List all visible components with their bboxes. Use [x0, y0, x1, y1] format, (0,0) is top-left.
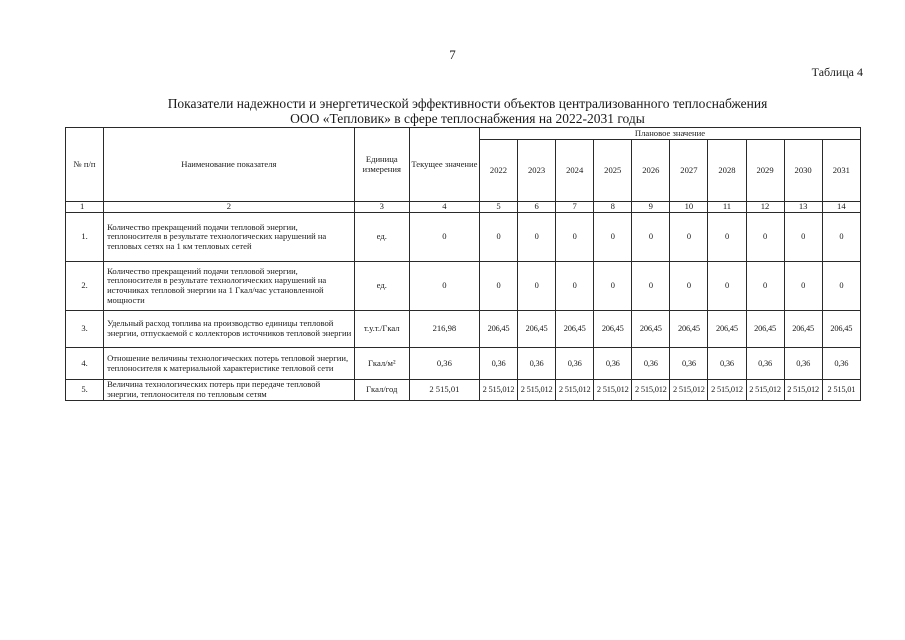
header-name: Наименование показателя — [104, 128, 355, 202]
planned-value: 0,36 — [670, 348, 708, 380]
planned-value: 0 — [784, 213, 822, 262]
planned-value: 0 — [746, 213, 784, 262]
table-label: Таблица 4 — [811, 65, 863, 79]
planned-value: 0 — [518, 213, 556, 262]
planned-value: 206,45 — [556, 311, 594, 348]
row-number: 2. — [66, 262, 104, 311]
header-year: 2025 — [594, 140, 632, 202]
planned-value: 0 — [670, 262, 708, 311]
title-line-2: ООО «Тепловик» в сфере теплоснабжения на 2022-2031 годы — [290, 111, 645, 126]
planned-value: 0 — [670, 213, 708, 262]
planned-value: 0,36 — [594, 348, 632, 380]
planned-value: 0 — [556, 262, 594, 311]
planned-value: 206,45 — [822, 311, 860, 348]
unit-cell: т.у.т./Гкал — [354, 311, 409, 348]
header-year: 2023 — [518, 140, 556, 202]
column-index: 13 — [784, 202, 822, 213]
row-number: 3. — [66, 311, 104, 348]
indicators-table — [65, 127, 861, 401]
header-year: 2024 — [556, 140, 594, 202]
planned-value: 0 — [632, 213, 670, 262]
document-title — [60, 96, 875, 126]
table-row — [66, 262, 861, 311]
page-number: 7 — [449, 47, 456, 62]
column-index: 14 — [822, 202, 860, 213]
planned-value: 0 — [479, 262, 517, 311]
planned-value: 2 515,012 — [518, 380, 556, 401]
planned-value: 0,36 — [556, 348, 594, 380]
header-year: 2022 — [479, 140, 517, 202]
header-year: 2026 — [632, 140, 670, 202]
planned-value: 206,45 — [594, 311, 632, 348]
indicator-name: Отношение величины технологических потерь тепловой энергии, теплоносителя к материальной характеристике тепловой сети — [104, 348, 355, 380]
planned-value: 0,36 — [708, 348, 746, 380]
indicator-name: Удельный расход топлива на производство единицы тепловой энергии, отпускаемой с коллекторов источников тепловой энергии — [104, 311, 355, 348]
planned-value: 0 — [632, 262, 670, 311]
planned-value: 0 — [479, 213, 517, 262]
planned-value: 206,45 — [784, 311, 822, 348]
planned-value: 0,36 — [746, 348, 784, 380]
current-value: 216,98 — [409, 311, 479, 348]
planned-value: 0 — [594, 262, 632, 311]
header-current: Текущее значение — [409, 128, 479, 202]
header-row-planned — [66, 128, 861, 140]
column-index: 4 — [409, 202, 479, 213]
current-value: 2 515,01 — [409, 380, 479, 401]
planned-value: 2 515,012 — [594, 380, 632, 401]
indicator-name: Величина технологических потерь при передаче тепловой энергии, теплоносителя по тепловым сетям — [104, 380, 355, 401]
planned-value: 0,36 — [479, 348, 517, 380]
planned-value: 206,45 — [518, 311, 556, 348]
planned-value: 2 515,012 — [746, 380, 784, 401]
column-index: 11 — [708, 202, 746, 213]
column-index: 5 — [479, 202, 517, 213]
column-index: 2 — [104, 202, 355, 213]
current-value: 0 — [409, 213, 479, 262]
table-row — [66, 213, 861, 262]
planned-value: 2 515,012 — [632, 380, 670, 401]
planned-value: 2 515,012 — [670, 380, 708, 401]
row-number: 5. — [66, 380, 104, 401]
header-planned: Плановое значение — [479, 128, 860, 140]
indicator-name: Количество прекращений подачи тепловой энергии, теплоносителя в результате технологических нарушений на тепловых сетях на 1 км тепловых сетей — [104, 213, 355, 262]
current-value: 0 — [409, 262, 479, 311]
planned-value: 2 515,012 — [556, 380, 594, 401]
planned-value: 0,36 — [822, 348, 860, 380]
column-index: 1 — [66, 202, 104, 213]
planned-value: 0,36 — [518, 348, 556, 380]
title-line-1: Показатели надежности и энергетической эффективности объектов централизованного теплоснабжения — [167, 96, 768, 111]
planned-value: 0 — [708, 262, 746, 311]
header-year: 2028 — [708, 140, 746, 202]
header-year: 2027 — [670, 140, 708, 202]
planned-value: 0 — [556, 213, 594, 262]
planned-value: 0 — [594, 213, 632, 262]
current-value: 0,36 — [409, 348, 479, 380]
column-index-row — [66, 202, 861, 213]
header-unit: Единица измерения — [354, 128, 409, 202]
planned-value: 206,45 — [708, 311, 746, 348]
planned-value: 0 — [822, 213, 860, 262]
column-index: 10 — [670, 202, 708, 213]
planned-value: 0 — [784, 262, 822, 311]
header-num: № п/п — [66, 128, 104, 202]
header-year: 2031 — [822, 140, 860, 202]
header-year: 2029 — [746, 140, 784, 202]
planned-value: 0,36 — [784, 348, 822, 380]
planned-value: 0 — [822, 262, 860, 311]
planned-value: 0 — [518, 262, 556, 311]
row-number: 1. — [66, 213, 104, 262]
planned-value: 2 515,01 — [822, 380, 860, 401]
table-row — [66, 348, 861, 380]
column-index: 7 — [556, 202, 594, 213]
planned-value: 2 515,012 — [479, 380, 517, 401]
planned-value: 0 — [708, 213, 746, 262]
column-index: 8 — [594, 202, 632, 213]
indicator-name: Количество прекращений подачи тепловой энергии, теплоносителя в результате технологических нарушений на источниках тепловой энергии на 1 Гкал/час установленной мощности — [104, 262, 355, 311]
unit-cell: ед. — [354, 262, 409, 311]
column-index: 12 — [746, 202, 784, 213]
column-index: 3 — [354, 202, 409, 213]
planned-value: 206,45 — [746, 311, 784, 348]
column-index: 6 — [518, 202, 556, 213]
header-year: 2030 — [784, 140, 822, 202]
planned-value: 206,45 — [632, 311, 670, 348]
planned-value: 2 515,012 — [784, 380, 822, 401]
planned-value: 0,36 — [632, 348, 670, 380]
planned-value: 206,45 — [479, 311, 517, 348]
column-index: 9 — [632, 202, 670, 213]
planned-value: 2 515,012 — [708, 380, 746, 401]
planned-value: 0 — [746, 262, 784, 311]
table-row — [66, 311, 861, 348]
unit-cell: Гкал/м² — [354, 348, 409, 380]
table-row — [66, 380, 861, 401]
planned-value: 206,45 — [670, 311, 708, 348]
unit-cell: Гкал/год — [354, 380, 409, 401]
unit-cell: ед. — [354, 213, 409, 262]
row-number: 4. — [66, 348, 104, 380]
